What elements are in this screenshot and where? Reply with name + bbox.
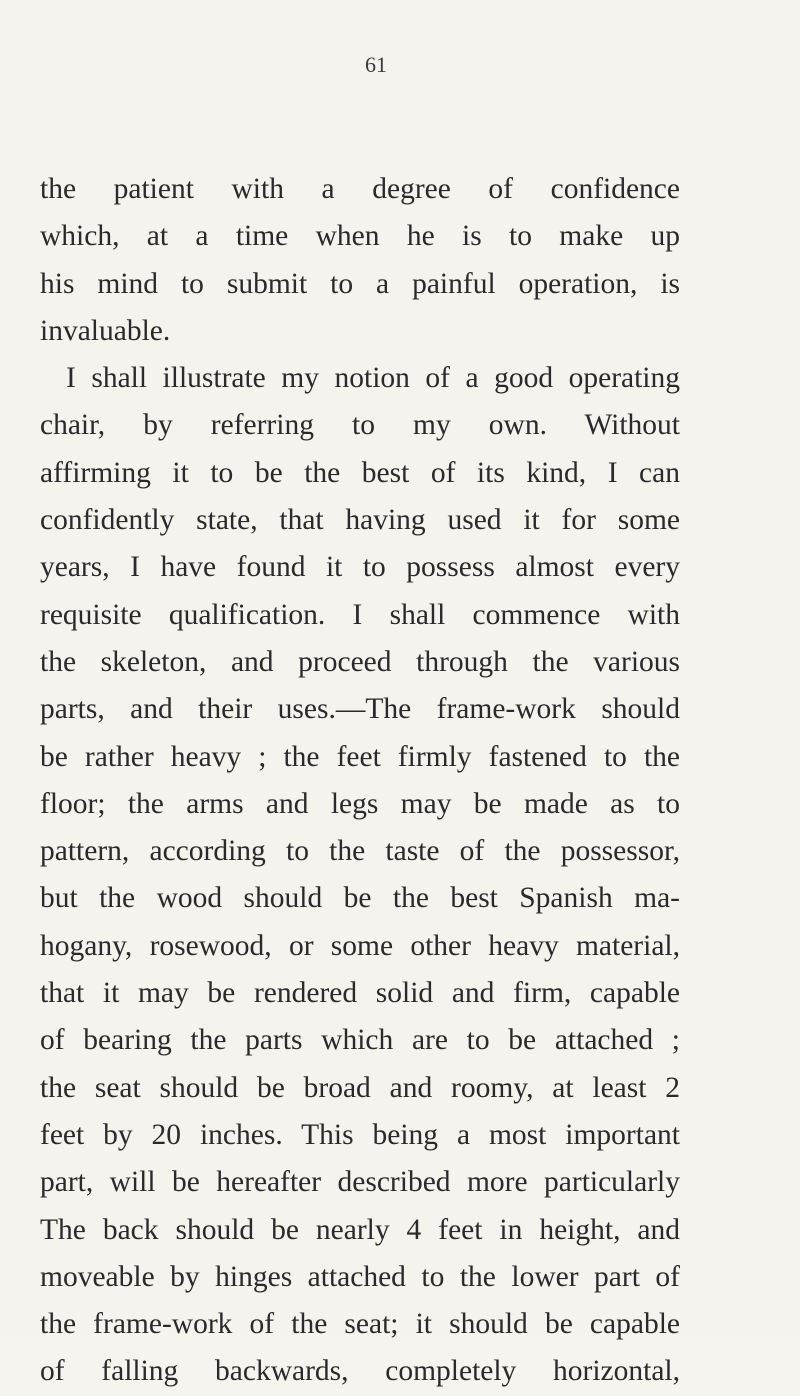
text-line: pattern, according to the taste of the possessor, (40, 835, 680, 868)
text-line: part, will be hereafter described more particularly (40, 1166, 680, 1199)
text-line: which, at a time when he is to make up (40, 220, 680, 253)
text-line: the skeleton, and proceed through the various (40, 645, 680, 678)
text-line: requisite qualification. I shall commence with (40, 598, 680, 631)
body-text (40, 166, 680, 1396)
text-line: but the wood should be the best Spanish ma- (40, 882, 680, 915)
text-line: chair, by referring to my own. Without (40, 409, 680, 442)
text-line: feet by 20 inches. This being a most important (40, 1118, 680, 1151)
text-line: years, I have found it to possess almost every (40, 551, 680, 584)
page-number: 61 (365, 52, 387, 77)
text-line: hogany, rosewood, or some other heavy material, (40, 929, 680, 962)
text-line: invaluable. (40, 314, 171, 347)
text-line: of bearing the parts which are to be attached ; (40, 1024, 680, 1057)
text-line: confidently state, that having used it for some (40, 504, 680, 537)
text-line: affirming it to be the best of its kind, I can (40, 456, 680, 489)
text-line: be rather heavy ; the feet firmly fastened to the (40, 740, 680, 773)
text-line: moveable by hinges attached to the lower part of (40, 1260, 680, 1293)
text-line: floor; the arms and legs may be made as to (40, 787, 680, 820)
text-line: the patient with a degree of confidence (40, 173, 680, 205)
text-line: The back should be nearly 4 feet in height, and (40, 1213, 680, 1246)
text-line: that it may be rendered solid and firm, capable (40, 977, 680, 1010)
text-line: I shall illustrate my notion of a good operating (66, 362, 680, 395)
text-line: his mind to submit to a painful operation, is (40, 267, 680, 300)
text-line: of falling backwards, completely horizontal, (40, 1355, 680, 1388)
text-line: the frame-work of the seat; it should be capable (40, 1308, 680, 1341)
text-line: parts, and their uses.—The frame-work should (40, 693, 680, 726)
text-line: the seat should be broad and roomy, at least 2 (40, 1071, 680, 1104)
